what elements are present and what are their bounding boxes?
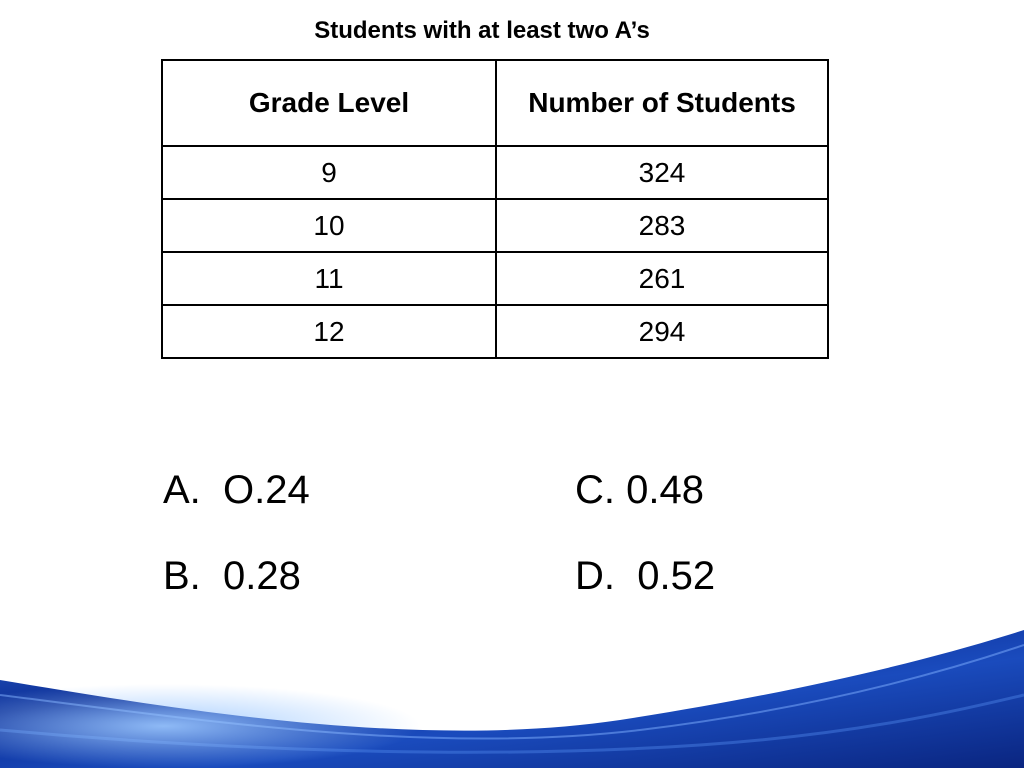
- answer-value: 0.48: [626, 468, 704, 512]
- table-row: [162, 146, 828, 199]
- table-row: [162, 252, 828, 305]
- table-row: [162, 305, 828, 358]
- cell-count: 261: [496, 252, 828, 305]
- table-row: [162, 199, 828, 252]
- answer-letter: A.: [163, 468, 201, 512]
- slide-title: Students with at least two A’s: [314, 17, 650, 44]
- answer-choice-a: [163, 466, 310, 514]
- cell-count: 283: [496, 199, 828, 252]
- answer-value: 0.28: [223, 554, 301, 598]
- answer-choice-d: [575, 552, 715, 600]
- header-number-of-students: Number of Students: [496, 60, 828, 146]
- answer-letter: D.: [575, 554, 615, 598]
- answer-choice-b: [163, 552, 301, 600]
- cell-grade: 11: [162, 252, 496, 305]
- answer-choice-c: [575, 466, 704, 514]
- answer-value: 0.52: [637, 554, 716, 598]
- cell-count: 324: [496, 146, 828, 199]
- cell-grade: 9: [162, 146, 496, 199]
- students-table: [161, 59, 829, 359]
- cell-grade: 10: [162, 199, 496, 252]
- table-header-row: [162, 60, 828, 146]
- answer-letter: C.: [575, 468, 615, 512]
- answer-letter: B.: [163, 554, 201, 598]
- cell-count: 294: [496, 305, 828, 358]
- header-grade-level: Grade Level: [162, 60, 496, 146]
- answer-value: O.24: [223, 468, 310, 512]
- decorative-wave: [0, 600, 1024, 768]
- cell-grade: 12: [162, 305, 496, 358]
